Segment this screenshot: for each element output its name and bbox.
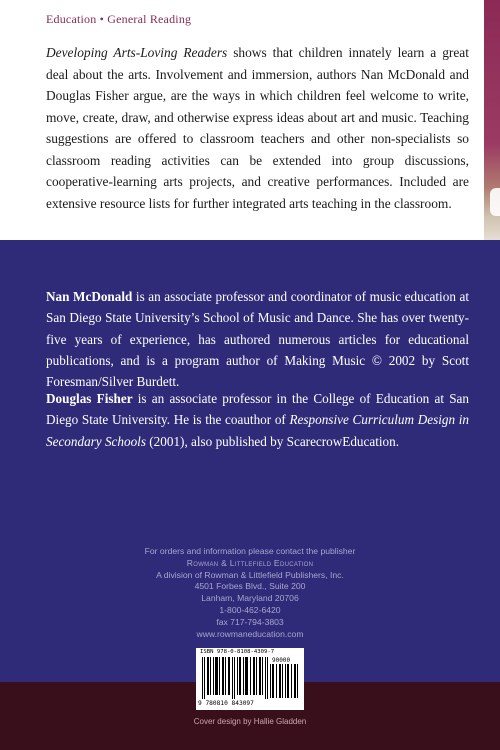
front-cover-edge-strip [484, 0, 500, 240]
category-label: Education • General Reading [46, 12, 192, 26]
author-bio-mcdonald [46, 286, 469, 392]
ean-barcode-bars [202, 657, 268, 699]
ean-number: 9 780810 843097 [198, 700, 254, 707]
publisher-contact-line: For orders and information please contact the publisher [144, 546, 356, 556]
author-bio-text: (2001), also published by ScarecrowEducation. [145, 433, 400, 449]
author-name: Douglas Fisher [46, 391, 133, 406]
isbn-number: ISBN 978-0-8108-4309-7 [200, 649, 275, 655]
coauthored-title: Responsive Curriculum Design in Secondary Schools [46, 412, 469, 449]
author-bio-text: is an associate professor in the College of Education at San Diego State University. He is the coauthor of [46, 391, 469, 428]
author-bio-text: is an associate professor and coordinator of music education at San Diego State University’s School of Music and Dance. She has over twenty-five years of experience, has authored numerous articles for educational publications, and is a program author of Making Music © 2002 by Scott Foresman/Silver Burdett. [46, 289, 469, 390]
publisher-info [0, 546, 500, 640]
edge-highlight [490, 188, 500, 216]
author-name: Nan McDonald [46, 289, 133, 304]
book-description [46, 42, 469, 214]
book-title: Developing Arts-Loving Readers [46, 45, 228, 60]
publisher-website[interactable]: www.rowmaneducation.com [196, 628, 304, 639]
publisher-division: A division of Rowman & Littlefield Publishers, Inc. [156, 569, 344, 580]
addon-barcode-bars [270, 664, 298, 698]
publisher-city: Lanham, Maryland 20706 [201, 593, 299, 604]
cover-design-credit: Cover design by Hallie Gladden [193, 717, 307, 726]
publisher-name: Rowman & Littlefield Education [186, 557, 314, 568]
publisher-address: 4501 Forbes Blvd., Suite 200 [194, 581, 306, 592]
barcode [196, 648, 304, 710]
price-addon-number: 90000 [272, 657, 291, 664]
publisher-fax: fax 717-794-3803 [216, 616, 284, 627]
description-text: shows that children innately learn a great deal about the arts. Involvement and immersion, authors Nan McDonald and Douglas Fisher argue, are the ways in which children feel welcome to write, move, create, draw, and otherwise express ideas about art and music. Teaching suggestions are offered to classroom teachers and other non-specialists so classroom reading activities can be extended into group discussions, cooperative-learning arts projects, and creative performances. Included are extensive resource lists for further integrated arts teaching in the classroom. [46, 45, 469, 211]
author-bio-fisher [46, 388, 469, 452]
publisher-phone: 1-800-462-6420 [219, 604, 281, 615]
